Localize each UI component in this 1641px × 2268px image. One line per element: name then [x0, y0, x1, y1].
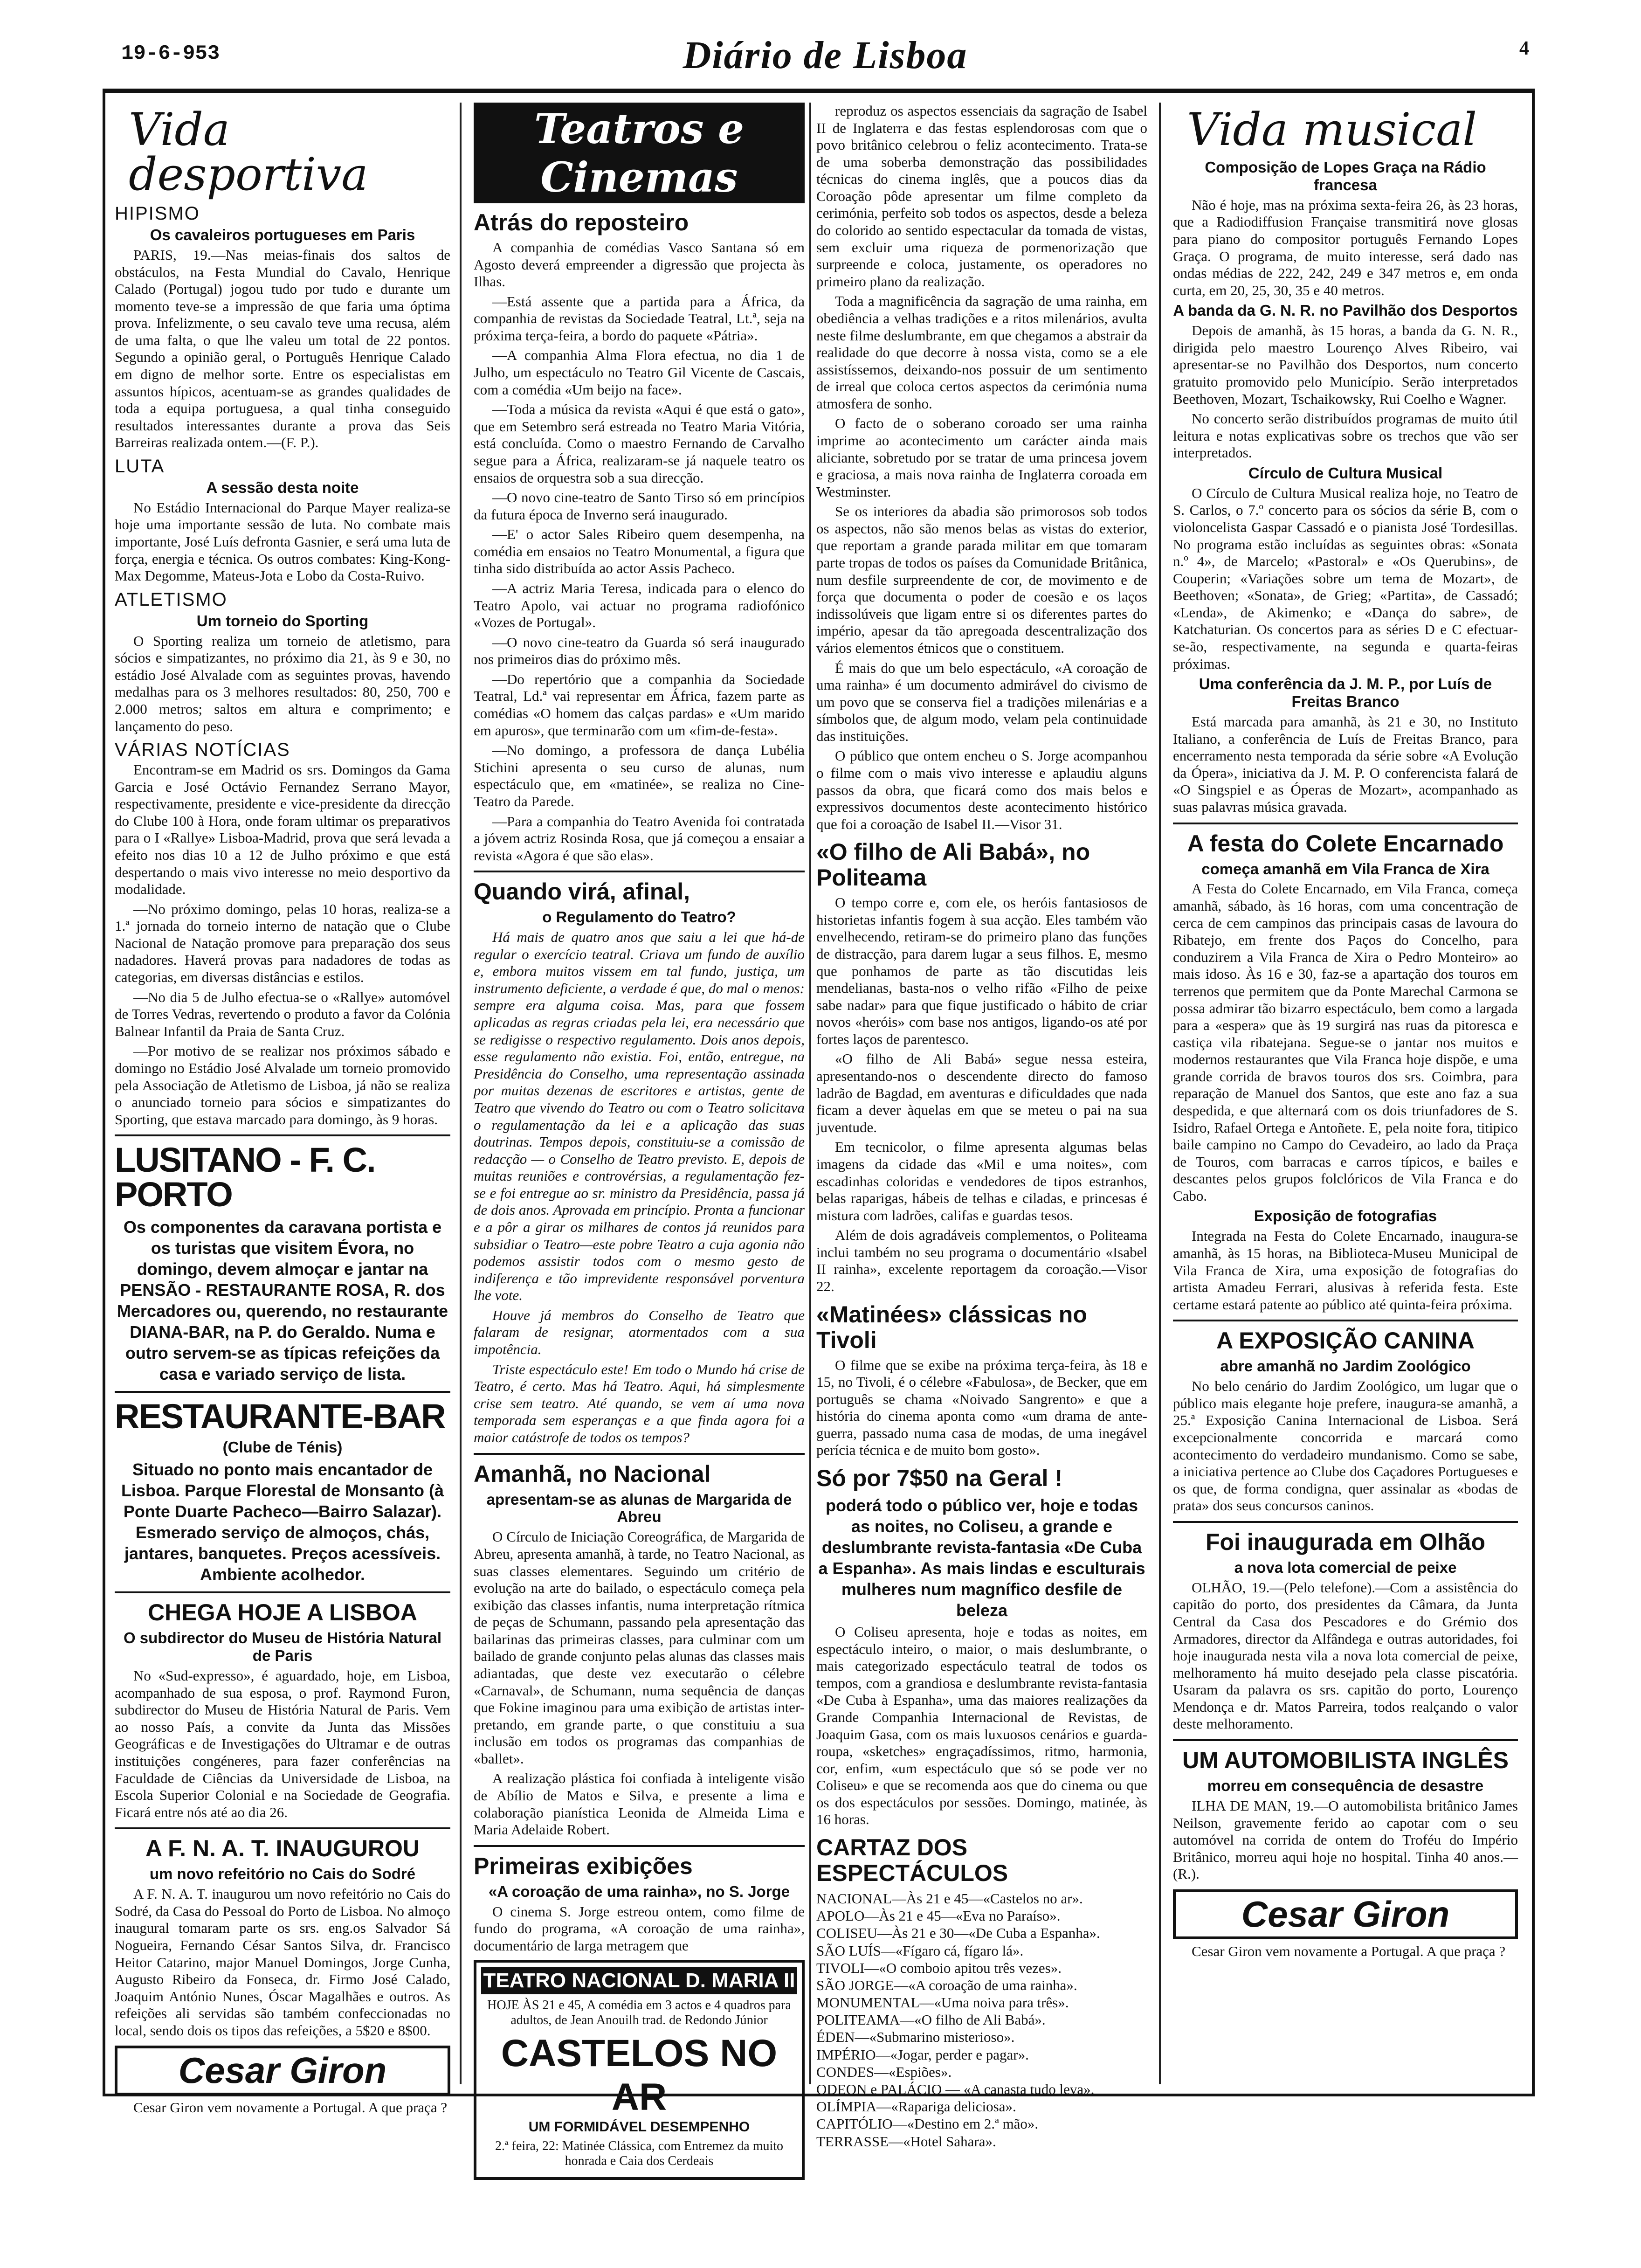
theatre-ad-venue: TEATRO NACIONAL D. MARIA II	[481, 1967, 797, 1994]
subhead-quando: o Regulamento do Teatro?	[542, 908, 736, 926]
list-item: TIVOLI—«O comboio apitou três vezes».	[816, 1959, 1062, 1976]
article-body: —No próximo domingo, pelas 10 horas, realiza-se a 1.ª jornada do torneio interno de natação que o Clube Nacional de Natação promove para preparação dos seus nadadores. Haverá provas para nadadores de todas as categorias, em diversas distâncias e estilos.	[115, 900, 450, 986]
subhead-colete: começa amanhã em Vila Franca de Xira	[1201, 860, 1489, 878]
headline-amanha: Amanhã, no Nacional	[474, 1460, 711, 1487]
article-body: Integrada na Festa do Colete Encarnado, inaugura-se amanhã, às 15 horas, na Biblioteca-Museu Municipal de Vila Franca de Xira, uma exposição de fotografias do artista Amadeu Ferrari, alusivas à referida festa. Este certame estará patente ao público até quinta-feira próxima.	[1173, 1228, 1518, 1313]
article-body: —Por motivo de se realizar nos próximos sábado e domingo no Estádio José Alvalade um torneio promovido pela Associação de Atletismo de Lisboa, já não se realiza o anunciado torneio para sócios e simpatizantes do Sporting, que estava marcado para domingo, às 9 horas.	[115, 1043, 450, 1127]
column-rule	[1159, 103, 1161, 2084]
divider	[115, 1134, 450, 1136]
theatre-ad-matinee: 2.ª feira, 22: Matinée Clássica, com Entremez da muito honrada e Caia dos Cerdeais	[495, 2139, 784, 2169]
ad-body-geral: poderá todo o público ver, hoje e todas as noites, no Coliseu, a grande e deslumbrante revista-fantasia «De Cuba a Espanha». As mais lindas e esculturais mulheres num magnífico desfile de beleza	[818, 1496, 1145, 1620]
kicker-luta: LUTA	[115, 456, 165, 477]
headline-atletismo: Um torneio do Sporting	[196, 612, 369, 629]
article-body: OLHÃO, 19.—(Pelo telefone).—Com a assistência do capitão do porto, dos presidentes da Câmara, da Junta Central da Casa dos Pescadores e do Grémio dos Armadores, director da Alfândega e outras autoridades, foi hoje inaugurada nesta vila a nova lota comercial de peixe, melhoramento há muito desejado pela classe piscatória. Usaram da palavra os srs. capitão do porto, Lourenço Mendonça e dr. Matos Parreira, todos realçando o valor deste melhoramento.	[1173, 1579, 1518, 1732]
list-item: TERRASSE—«Hotel Sahara».	[816, 2133, 996, 2150]
page-header	[121, 33, 1529, 89]
article-body: —O novo cine-teatro de Santo Tirso só em princípios da futura época de Inverno será inaugurado.	[474, 489, 805, 523]
article-body: PARIS, 19.—Nas meias-finais dos saltos de obstáculos, na Festa Mundial do Cavalo, Henrique Calado (Portugal) jogou tudo por tudo e durante um momento teve-se a impressão de que faria uma óptima prova. Infelizmente, o seu cavalo teve uma recusa, além de uma falta, o que lhe valeu um total de 22 pontos. Segundo a opinião geral, o Português Henrique Calado em digno de melhor sorte. Entre os especialistas em assuntos hípicos, acentuam-se as grandes qualidades de toda a equipa portuguesa, a qual tinha conseguido resultados interessantes durante a prova das Seis Barreiras realizada ontem.—(F. P.).	[115, 246, 450, 451]
list-item: OLÍMPIA—«Rapariga deliciosa».	[816, 2098, 1016, 2115]
article-body: No «Sud-expresso», é aguardado, hoje, em Lisboa, acompanhado de sua esposa, o prof. Raymond Furon, subdirector do Museu de História Natural de Paris. Vem ao nosso País, a convite da Junta das Missões Geográficas e de Investigações do Ultramar e de outras instituições congéneres, para fazer conferências na Faculdade de Ciências da Universidade de Lisboa, na Escola Superior Colonial e na Sociedade de Geografia. Ficará entre nós até ao dia 26.	[115, 1667, 450, 1820]
theatre-advertisement	[474, 1960, 805, 2180]
subhead-olhao: a nova lota comercial de peixe	[1234, 1558, 1457, 1576]
headline-banda: A banda da G. N. R. no Pavilhão dos Desportos	[1173, 302, 1518, 319]
article-body: —Para a companhia do Teatro Avenida foi contratada a jóvem actriz Rosinda Rosa, que já começou a ensaiar a revista «Agora é que são elas».	[474, 813, 805, 864]
kicker-varias: VÁRIAS NOTÍCIAS	[115, 740, 290, 761]
list-item: IMPÉRIO—«Jogar, perder e pagar».	[816, 2046, 1029, 2063]
headline-lopes: Composição de Lopes Graça na Rádio francesa	[1205, 159, 1486, 194]
column-rule	[460, 103, 462, 2084]
divider	[115, 1827, 450, 1829]
kicker-hipismo: HIPISMO	[115, 203, 200, 224]
article-body: O cinema S. Jorge estreou ontem, como filme de fundo do programa, «A coroação de uma rainha», documentário de larga metragem que	[474, 1903, 805, 1954]
column-theatre-cont	[816, 103, 1147, 2150]
theatre-ad-title: CASTELOS NO AR	[501, 2032, 778, 2119]
ad-body-restaurante: Situado no ponto mais encantador de Lisboa. Parque Florestal de Monsanto (à Ponte Duarte Pacheco—Bairro Salazar). Esmerado serviço de almoços, chás, jantares, banquetes. Preços acessíveis. Ambiente acolhedor.	[121, 1460, 444, 1584]
list-item: MONUMENTAL—«Uma noiva para três».	[816, 1994, 1069, 2011]
ad-title-lusitano: LUSITANO - F. C. PORTO	[115, 1141, 375, 1214]
article-body: —Está assente que a partida para a África, da companhia de revistas da Sociedade Teatral, Lt.ª, seja na próxima terça-feira, a bordo do paquete «Pátria».	[474, 293, 805, 344]
article-body: É mais do que um belo espectáculo, «A coroação de uma rainha» é um documento admirável do civismo de um povo que se conserva fiel a tradições milenárias e a símbolos que, de algum modo, velam pela continuidade das instituições.	[816, 659, 1147, 744]
article-body: Triste espectáculo este! Em todo o Mundo há crise de Teatro, é certo. Mas há Teatro. Aqui, há simplesmente crise sem teatro. Até quando, se vem aí uma nova temporada sem esperanças e a que finda agora foi a maior catástrofe de todos os tempos?	[474, 1361, 805, 1445]
column-music	[1173, 103, 1518, 2084]
article-body: —No dia 5 de Julho efectua-se o «Rallye» automóvel de Torres Vedras, revertendo o produto a favor da Colónia Balnear Infantil da Praia de Santa Cruz.	[115, 989, 450, 1039]
ad-subtitle-restaurante: (Clube de Ténis)	[222, 1438, 343, 1456]
ad-title-restaurante: RESTAURANTE-BAR	[115, 1397, 445, 1436]
list-item: POLITEAMA—«O filho de Ali Babá».	[816, 2012, 1046, 2028]
article-body: A realização plástica foi confiada à inteligente visão de Abílio de Matos e Silva, e presente a lima e colaboração pianística Leonida de Almeida Lima e Maria Adelaide Robert.	[474, 1770, 805, 1838]
ad-body-giron: Cesar Giron vem novamente a Portugal. A que praça ?	[1192, 1943, 1506, 1959]
article-body: Não é hoje, mas na próxima sexta-feira 26, às 23 horas, que a Radiodiffusion Française transmitirá nove glosas para piano do compositor português Fernando Lopes Graça. O programa, de muito interesse, será dado nas ondas médias de 222, 242, 249 e 347 metros e, em onda curta, em 20, 25, 30, 35 e 40 metros.	[1173, 196, 1518, 298]
article-body: No belo cenário do Jardim Zoológico, um lugar que o público mais elegante hoje prefere, inaugura-se amanhã, a 25.ª Exposição Canina Internacional de Lisboa. Será excepcionalmente concorrida e marcará como acontecimento do verdadeiro mundanismo. Como se sabe, a iniciativa pertence ao Clube dos Caçadores Portugueses e os que, de forma condigna, quer assinalar as «bodas de prata» dos seus concursos caninos.	[1173, 1378, 1518, 1514]
headline-colete: A festa do Colete Encarnado	[1187, 830, 1504, 857]
list-item: APOLO—Às 21 e 45—«Eva no Paraíso».	[816, 1908, 1061, 1924]
article-body: O Círculo de Iniciação Coreográfica, de Margarida de Abreu, apresenta amanhã, à tarde, no Teatro Nacional, as suas classes elementares. Seguindo um critério de evolução na arte do bailado, o espectáculo começa pela exibição das classes infantis, numa interpretação rítmica de peças de Schumann, passando pela apresentação das bailarinas das primeiras classes, para culminar com um bailado de grande conjunto pelas alunas das classes mais adiantadas, que deste vez executarão o célebre «Carnaval», de Schumann, numa sequência de danças que Fokine imaginou para uma exibição de artistas inter-pretando, em grande parte, o que constituiu a sua inclusão em todos os programas das companhias de «ballet».	[474, 1528, 805, 1767]
article-body: Em tecnicolor, o filme apresenta algumas belas imagens da cidade das «Mil e uma noites», com escadinhas coloridas e vendedores de tipos estranhos, belas raparigas, hábeis de telhas e ciladas, e princesas é mistura com ladrões, califas e guardas tesos.	[816, 1139, 1147, 1224]
article-body: A Festa do Colete Encarnado, em Vila Franca, começa amanhã, sábado, às 16 horas, com uma concentração de cerca de cem campinos das principais casas de lavoura do Ribatejo, em frente dos Paços do Concelho, para conduzirem a Vila Franca de Xira o Pedro Monteiro» ao mais idoso. Às 16 e 30, faz-se a apartação dos touros em terrenos que permitem que da Ponte Marechal Carmona se possa admirar tão bizarro espectáculo, bem como a largada para a «espera» que às 19 surgirá nas ruas da pitoresca e castiça vila ribatejana. Segue-se o jantar nos muitos e modernos restaurantes que Vila Franca hoje dispõe, e uma grande corrida de bravos touros dos srs. Coimbra, para reparação de Manuel dos Santos, que este ano faz a sua despedida, e que alternará com os dois triunfadores de S. Isidro, Rafael Ortega e Antoñete. E, pela noite fora, titipico baile campino no Campo do Cevadeiro, ao lado da Praça de Touros, com barracas e carros típicos, e bailes e descantes pelos grupos folclóricos de Vila Franca e do Cabo.	[1173, 880, 1518, 1204]
article-body: —A companhia Alma Flora efectua, no dia 1 de Julho, um espectáculo no Teatro Gil Vicente de Cascais, com a comédia «Um beijo na face».	[474, 347, 805, 398]
page-frame	[103, 89, 1535, 2169]
headline-primeiras: Primeiras exibições	[474, 1853, 693, 1879]
article-body: O facto de o soberano coroado ser uma rainha imprime ao acontecimento um carácter ainda mais aliciante, sobretudo por se tratar de uma princesa jovem e graciosa, a mais nova rainha de Inglaterra coroada em Westminster.	[816, 415, 1147, 500]
article-body: —O novo cine-teatro da Guarda só será inaugurado nos primeiros dias do próximo mês.	[474, 634, 805, 668]
article-body: —No domingo, a professora de dança Lubélia Stichini apresenta o seu curso de alunas, num espectáculo que, em «matinée», se realiza no Cine-Teatro da Parede.	[474, 742, 805, 809]
ad-body-lusitano: Os componentes da caravana portista e os turistas que visitem Évora, no domingo, devem almoçar e jantar na PENSÃO - RESTAURANTE ROSA, R. dos Mercadores ou, querendo, no restaurante DIANA-BAR, na P. do Geraldo. Numa e outro servem-se as típicas refeições da casa e variado serviço de lista.	[117, 1217, 448, 1384]
article-body: Depois de amanhã, às 15 horas, a banda da G. N. R., dirigida pelo maestro Lourenço Alves Ribeiro, vai apresentar-se no Pavilhão dos Desportos, num concerto gratuito promovido pelo Município. Serão interpretados Beethoven, Mozart, Tschaikowsky, Rui Coelho e Wagner.	[1173, 322, 1518, 407]
article-body: O Sporting realiza um torneio de atletismo, para sócios e simpatizantes, no próximo dia 21, às 9 e 30, no estádio José Alvalade com as seguintes provas, havendo medalhas para os 3 melhores resultados: 80, 250, 700 e 2.000 metros; saltos em altura e comprimento; e lançamento do peso.	[115, 632, 450, 734]
article-body: A F. N. A. T. inaugurou um novo refeitório no Cais do Sodré, da Casa do Pessoal do Porto de Lisboa. No almoço inaugural tomaram parte os srs. eng.os Salvador Sá Nogueira, Fernando César Santos Silva, dr. Francisco Heitor Catarino, major Manuel Domingos, Jorge Cunha, Augusto Ribeiro da Fonseca, dr. Firmo José Calado, Joaquim António Nunes, Óscar Magalhães e outros. As refeições ali servidas são também confeccionadas no local, sendo dois os tipos das refeições, a 5$20 e 8$00.	[115, 1886, 450, 2039]
headline-jmp: Uma conferência da J. M. P., por Luís de Freitas Branco	[1199, 675, 1492, 711]
ad-title-giron: Cesar Giron	[1173, 1889, 1518, 1939]
divider	[474, 1453, 805, 1455]
column-sports	[115, 103, 450, 2116]
subhead-amanha: apresentam-se as alunas de Margarida de Abreu	[486, 1490, 792, 1526]
column-rule	[809, 103, 811, 2084]
divider	[474, 871, 805, 872]
headline-chega: CHEGA HOJE A LISBOA	[148, 1599, 417, 1626]
headline-quando: Quando virá, afinal,	[474, 878, 690, 905]
divider	[474, 1845, 805, 1847]
article-body: Toda a magnificência da sagração de uma rainha, em obediência a velhas tradições e a ritos milenários, avulta neste filme deslumbrante, em que chegamos a abstrair da realidade do que decorre à nossa vista, como se a ele assistíssemos, deixando-nos possuir de um sentimento de irreal que coloca certos aspectos da cerimónia numa atmosfera de sonho.	[816, 293, 1147, 412]
subhead-chega: O subdirector do Museu de História Natural de Paris	[123, 1629, 442, 1665]
article-body: O filme que se exibe na próxima terça-feira, às 18 e 15, no Tivoli, é o célebre «Fabulosa», de Becker, que em português se chama «Noivado Sangrento» e que a história do cinema aponta como «um drama de ante-guerra, passado numa casa de modas, de uma inegável perícia técnica e de muito bom gosto».	[816, 1356, 1147, 1459]
masthead: Diário de Lisboa	[683, 34, 968, 77]
headline-foto: Exposição de fotografias	[1254, 1207, 1437, 1225]
article-body: Há mais de quatro anos que saiu a lei que há-de regular o exercício teatral. Criava um fundo de auxílio e, embora muitos vissem em tal fundo, justiça, um instrumento deficiente, a verdade é que, do mal o menos: sempre era alguma coisa. Mas, para que fossem aplicadas as regras criadas pela lei, era necessário que se redigisse o respectivo regulamento. Dois anos depois, esse regulamento não existia. Foi, então, entregue, na Presidência do Conselho, uma representação assinada por muitas dezenas de escritores e artistas, gente de Teatro que vivendo do Teatro ou com o Teatro solicitava o regulamentação da lei e a aplicação das suas doutrinas. Tempos depois, constituiu-se a comissão de redacção — o Conselho de Teatro previsto. E, depois de muitas reuniões e controvérsias, a regulamentação fez-se e foi entregue ao sr. ministro da Presidência, passa já de dois anos. Aprovada em princípio. Pronta a funcionar e a pôr a girar os milhares de contos já reunidos para subsidiar o Teatro—este pobre Teatro a cuja agonia não podemos assistir todos com o mesmo gesto de indiferença e tão imprevidente responsável porventura lhe vote.	[474, 929, 805, 1304]
subhead-fnat: um novo refeitório no Cais do Sodré	[149, 1865, 416, 1883]
headline-cartaz: CARTAZ DOS ESPECTÁCULOS	[816, 1834, 1008, 1886]
section-title-sports: Vida desportiva	[129, 104, 368, 201]
headline-matinees: «Matinées» clássicas no Tivoli	[816, 1301, 1087, 1353]
divider	[1173, 823, 1518, 824]
headline-circulo: Círculo de Cultura Musical	[1248, 464, 1443, 482]
article-body: Está marcada para amanhã, às 21 e 30, no Instituto Italiano, a conferência de Luís de Freitas Branco, para encerramento nesta temporada da série sobre «A Evolução da Ópera», iniciativa da J. M. P. O conferencista falará de «O Singspiel e as Óperas de Mozart», acompanhado as suas palavras música gravada.	[1173, 713, 1518, 815]
subhead-canina: abre amanhã no Jardim Zoológico	[1220, 1357, 1471, 1375]
divider	[1173, 1521, 1518, 1523]
subhead-ingles: morreu em consequência de desastre	[1207, 1777, 1484, 1794]
list-item: CONDES—«Espiões».	[816, 2063, 952, 2080]
section-title-theatre: Teatros e Cinemas	[474, 103, 805, 203]
kicker-atletismo: ATLETISMO	[115, 589, 228, 610]
divider	[1173, 1739, 1518, 1741]
list-item: SÃO JORGE—«A coroação de uma rainha».	[816, 1977, 1077, 1993]
headline-hipismo: Os cavaleiros portugueses em Paris	[150, 226, 415, 243]
headline-luta: A sessão desta noite	[206, 478, 359, 496]
article-body: A companhia de comédias Vasco Santana só em Agosto deverá empreender a digressão que projecta às Ilhas.	[474, 239, 805, 290]
article-body: —E' o actor Sales Ribeiro quem desempenha, na comédia em ensaios no Teatro Monumental, a figura que tinha sido distribuída ao actor Assis Pacheco.	[474, 526, 805, 577]
list-item: ODEON e PALÁCIO — «A canasta tudo leva».	[816, 2081, 1095, 2098]
headline-ingles: UM AUTOMOBILISTA INGLÊS	[1182, 1747, 1509, 1773]
list-item: CAPITÓLIO—«Destino em 2.ª mão».	[816, 2116, 1039, 2132]
column-theatre	[474, 103, 805, 2169]
article-body: Além de dois agradáveis complementos, o Politeama inclui também no seu programa o documentário «Isabel II rainha», excelente reportagem da coroação.—Visor 22.	[816, 1227, 1147, 1294]
article-body: Houve já membros do Conselho de Teatro que falaram de resignar, atormentados com a sua impotência.	[474, 1307, 805, 1358]
headline-ali-baba: «O filho de Ali Babá», no Politeama	[816, 839, 1090, 891]
article-body: O Coliseu apresenta, hoje e todas as noites, em espectáculo inteiro, o maior, o mais deslumbrante, o mais categorizado espectáculo teatral de todos os tempos, com a grandiosa e deslumbrante revista-fantasia «De Cuba à Espanha», uma das maiores realizações da Grande Companhia Internacional de Revistas, de Joaquim Gasa, com os mais luxuosos cenários e guarda-roupa, «sketches» engraçadíssimos, ritmo, harmonia, cor, enfim, «um espectáculo que só se pode ver no Coliseu» e que se recomenda aos que do cinema ou que os dos espectáculos por sessões. Domingo, matinée, às 16 horas.	[816, 1624, 1147, 1828]
article-body: ILHA DE MAN, 19.—O automobilista britânico James Neilson, gravemente ferido ao capotar com o seu automóvel na corrida de ontem do Troféu do Império Britânico, morreu aqui hoje no hospital. Tinha 40 anos.—(R.).	[1173, 1797, 1518, 1882]
article-body: —A actriz Maria Teresa, indicada para o elenco do Teatro Apolo, vai actuar no programa radiofónico «Vozes de Portugal».	[474, 580, 805, 631]
list-item: NACIONAL—Às 21 e 45—«Castelos no ar».	[816, 1890, 1083, 1907]
article-body: «O filho de Ali Babá» segue nessa esteira, apresentando-nos o descendente directo do famoso ladrão de Bagdad, em aventuras e dificuldades que nada ficam a dever àquelas em que se meteu o pai na sua juventude.	[816, 1051, 1147, 1135]
cartaz-list	[816, 1890, 1147, 2150]
headline-canina: A EXPOSIÇÃO CANINA	[1216, 1328, 1475, 1354]
article-body: O Círculo de Cultura Musical realiza hoje, no Teatro de S. Carlos, o 7.º concerto para os sócios da série B, com o violoncelista Gaspar Cassadó e o pianista José Tordesillas. No programa estão incluídas as seguintes obras: «Sonata n.º 4», de Marcelo; «Pastoral» e «Os Querubins», de Couperin; «Variações sobre um tema de Mozart», de Beethoven; «Sonata», de Grieg; «Partita», de Cassadó; «Lenda», de Akimenko; e «Dança do sabre», de Katchaturian. Os concertos para as séries D e C efectuar-se-ão, respectivamente, na segunda e quarta-feiras próximas.	[1173, 484, 1518, 672]
divider	[115, 1391, 450, 1393]
headline-geral: Só por 7$50 na Geral !	[816, 1465, 1062, 1492]
issue-date: 19-6-953	[121, 42, 220, 65]
list-item: ÉDEN—«Submarino misterioso».	[816, 2029, 1015, 2046]
list-item: COLISEU—Às 21 e 30—«De Cuba a Espanha».	[816, 1925, 1100, 1942]
ad-title-giron: Cesar Giron	[115, 2046, 450, 2095]
article-body: No Estádio Internacional do Parque Mayer realiza-se hoje uma importante sessão de luta. No combate mais importante, José Luís defronta Gasnier, e será uma luta de força, energia e técnica. Os outros combates: King-Kong-Max Degomme, Mateus-Jota e Lobo da Costa-Ruivo.	[115, 499, 450, 584]
headline-atras: Atrás do reposteiro	[474, 209, 689, 235]
ad-body-giron: Cesar Giron vem novamente a Portugal. A que praça ?	[133, 2099, 448, 2116]
divider	[1173, 1320, 1518, 1321]
page-number: 4	[1519, 38, 1529, 59]
theatre-ad-info: HOJE ÀS 21 e 45, A comédia em 3 actos e 4 quadros para adultos, de Jean Anouilh trad. de Redondo Júnior	[487, 1998, 791, 2028]
subhead-primeiras: «A coroação de uma rainha», no S. Jorge	[488, 1882, 790, 1900]
article-body: —Toda a música da revista «Aqui é que está o gato», que em Setembro será estreada no Teatro Maria Vitória, está concluída. Como o maestro Fernando de Carvalho segue para a África, realizaram-se já naquele teatro os ensaios de orquestra sob a sua direcção.	[474, 401, 805, 486]
article-body: reproduz os aspectos essenciais da sagração de Isabel II de Inglaterra e das festas esplendorosas com que o povo britânico celebrou o feliz acontecimento. Trata-se de uma soberba demonstração das possibilidades técnicas do cinema inglês, que a poucos dias da Coroação pôde apresentar um filme completo da cerimónia, perfeito sob todos os aspectos, desde a beleza do colorido ao sentido espectacular da tomada de vistas, sem excluir uma riqueza de pormenorização que surpreende e coloca, justamente, os operadores no primeiro plano da realização.	[816, 103, 1147, 290]
article-body: —Do repertório que a companhia da Sociedade Teatral, Ld.ª vai representar em África, fazem parte as comédias «O homem das calças pardas» e «Um marido em apuros», que terminarão com um «fim-de-festa».	[474, 671, 805, 739]
article-body: O tempo corre e, com ele, os heróis fantasiosos de historietas infantis fogem à sua acção. Eles também vão envelhecendo, retiram-se do primeiro plano das funções de distracção, para darem lugar a seus filhos. E, mesmo que ponhamos de parte as tão discutidas leis mendelianas, basta-nos o velho rifão «Filho de peixe sabe nadar» para que fique justificado o hábito de criar novos «heróis» com base nos antigos, ligando-os até por fortes laços de parentesco.	[816, 894, 1147, 1047]
theatre-ad-tagline: UM FORMIDÁVEL DESEMPENHO	[528, 2119, 750, 2135]
article-body: No concerto serão distribuídos programas de muito útil leitura e notas explicativas sobre os trechos que vão ser interpretados.	[1173, 410, 1518, 461]
article-body: O público que ontem encheu o S. Jorge acompanhou o filme com o mais vivo interesse e aplaudiu alguns passos da obra, que ficará como dos mais belos e expressivos documentos deste acontecimento histórico que foi a coroação de Isabel II.—Visor 31.	[816, 747, 1147, 832]
list-item: SÃO LUÍS—«Fígaro cá, fígaro lá».	[816, 1942, 1024, 1959]
headline-fnat: A F. N. A. T. INAUGUROU	[145, 1835, 420, 1862]
article-body: Encontram-se em Madrid os srs. Domingos da Gama Garcia e José Octávio Fernandez Serrano Mayor, respectivamente, presidente e vice-presidente da direcção do Clube 100 à Hora, onde foram ultimar os preparativos para o I «Rallye» Lisboa-Madrid, prova que será levada a efeito nos dias 10 a 12 de Julho próximo e que está despertando o mais vivo interesse no meio desportivo da modalidade.	[115, 761, 450, 898]
section-title-music: Vida musical	[1187, 104, 1477, 156]
divider	[115, 1591, 450, 1593]
headline-olhao: Foi inaugurada em Olhão	[1205, 1528, 1486, 1555]
article-body: Se os interiores da abadia são primorosos sob todos os aspectos, não são menos belas as vistas do exterior, que reportam a grande parada militar em que tomaram parte tropas de todos os países da Comunidade Britânica, num desfile surpreendente de cor, de movimento e de força que documenta o poder de coesão e os laços indissolúveis que ligam entre si os diferentes partes do império, apesar da tão apregoada descentralização dos vários elementos étnicos que o constituem.	[816, 503, 1147, 656]
